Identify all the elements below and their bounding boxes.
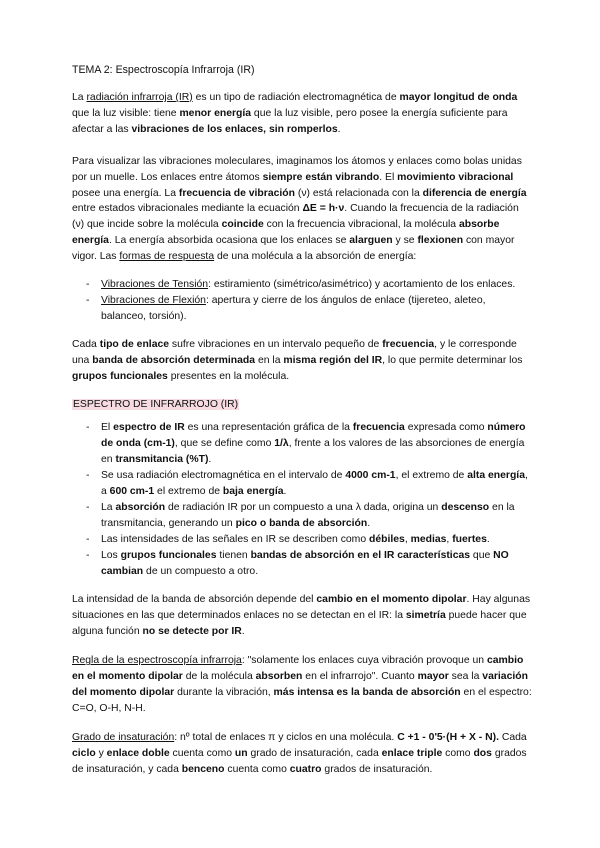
- text: posee una energía. La: [72, 187, 179, 199]
- text: durante la vibración,: [174, 687, 274, 698]
- section-heading: [72, 397, 532, 413]
- text: grados de insaturación.: [321, 763, 433, 775]
- text: con la frecuencia vibracional, la molécula: [263, 219, 459, 231]
- text: , a: [101, 470, 528, 498]
- list-item: [72, 500, 532, 532]
- bold-formula: C +1 - 0'5·(H + X - N).: [397, 731, 499, 743]
- text: : apertura y cierre de los ángulos de enlace (tijereteo, aleteo, balanceo, torsión).: [101, 294, 486, 322]
- underlined-term: Vibraciones de Tensión: [101, 279, 209, 291]
- text: puede hacer que alguna función: [72, 610, 527, 638]
- spectrum-list: [72, 420, 532, 579]
- underlined-term: Vibraciones de Flexión: [101, 294, 206, 306]
- text: de una molécula a la absorción de energía:: [214, 251, 417, 263]
- unsaturation-paragraph: [72, 730, 532, 778]
- bold-term: enlace doble: [106, 747, 170, 759]
- bold-term: 600 cm-1: [109, 486, 155, 498]
- underlined-term: Grado de insaturación: [72, 731, 175, 743]
- bond-type-paragraph: [72, 337, 532, 385]
- bold-term: número de onda (cm-1): [101, 422, 526, 450]
- text: ,: [446, 533, 453, 545]
- bold-term: diferencia de energía: [422, 187, 527, 199]
- text: El: [101, 422, 114, 434]
- bold-term: no se detecte por IR: [142, 626, 242, 638]
- text: : estiramiento (simétrico/asimétrico) y acortamiento de los enlaces.: [208, 279, 516, 291]
- text: grado de insaturación, cada: [247, 747, 382, 759]
- text: Las intensidades de las señales en IR se describen como: [101, 533, 370, 545]
- vibrations-paragraph: [72, 154, 532, 265]
- text: , y le corresponde una: [72, 338, 517, 366]
- list-item: [72, 468, 532, 500]
- text: , frente a los valores de las absorciones de energía en: [101, 438, 525, 466]
- text: que: [470, 549, 494, 561]
- bold-term: 4000 cm-1: [345, 470, 396, 482]
- text: expresada como: [404, 422, 488, 434]
- bold-term: un: [234, 747, 248, 759]
- text: cuenta como: [169, 747, 235, 759]
- bold-term: baja energía: [222, 486, 284, 498]
- bold-term: alta energía: [467, 470, 525, 482]
- bold-term: tipo de enlace: [99, 338, 170, 350]
- list-item: [72, 532, 532, 548]
- text: .: [486, 533, 490, 545]
- text: : "solamente los enlaces cuya vibración provoque un: [241, 655, 487, 667]
- bold-term: frecuencia: [352, 422, 405, 434]
- text: de radiación IR por un compuesto a una λ dada, origina un: [165, 501, 442, 513]
- text: sufre vibraciones en un intervalo pequeño de: [169, 338, 383, 350]
- text: en el espectro: C=O, O-H, N-H.: [72, 687, 532, 714]
- text: Para visualizar las vibraciones moleculares, imaginamos los átomos y enlaces como bolas unidas por un muelle. Los enlaces entre átomos: [72, 155, 522, 183]
- bold-term: frecuencia de vibración: [178, 187, 295, 199]
- bold-term: variación del momento dipolar: [72, 671, 528, 698]
- intro-paragraph: [72, 90, 532, 138]
- bold-term: fuertes: [452, 533, 487, 545]
- bold-term: simetría: [405, 610, 446, 622]
- vibration-types-list: [72, 277, 532, 325]
- bold-term: banda de absorción determinada: [92, 354, 256, 366]
- text: en la: [255, 354, 284, 366]
- text: , lo que permite determinar los: [382, 354, 523, 366]
- text: presentes en la molécula.: [167, 370, 290, 382]
- text: en el infrarrojo". Cuanto: [302, 671, 418, 683]
- bold-term: 1/λ: [274, 438, 289, 450]
- text: cuenta como: [224, 763, 290, 775]
- bold-term: absorbe energía: [72, 219, 500, 247]
- list-item: [72, 293, 532, 325]
- text: .: [367, 517, 371, 529]
- text: . La energía absorbida ocasiona que los enlaces se: [108, 235, 350, 247]
- text: . Hay algunas situaciones en las que determinados enlaces no se detectan en el IR: la: [72, 594, 531, 622]
- text: : nº total de enlaces π y ciclos en una molécula.: [174, 731, 398, 743]
- bold-term: coincide: [221, 219, 264, 231]
- bold-term: débiles: [369, 533, 405, 545]
- text: es un tipo de radiación electromagnética de: [192, 92, 400, 103]
- text: .: [337, 123, 341, 135]
- text: que la luz visible, pero posee la energía suficiente para afectar a las: [72, 107, 508, 135]
- bold-term: vibraciones de los enlaces, sin romperlos: [131, 123, 338, 135]
- text: en la transmitancia, generando un: [101, 501, 515, 529]
- list-item: [72, 277, 532, 293]
- bold-term: benceno: [181, 763, 225, 775]
- bold-term: medias: [410, 533, 447, 545]
- intensity-paragraph: [72, 592, 532, 640]
- list-item: [72, 548, 532, 580]
- underlined-term: radiación infrarroja (IR): [86, 92, 193, 103]
- bold-term: movimiento vibracional: [397, 171, 514, 183]
- text: con mayor vigor. Las: [72, 235, 515, 263]
- bold-term: misma región del IR: [283, 354, 383, 366]
- underlined-term: formas de respuesta: [119, 251, 215, 263]
- bold-term: espectro de IR: [113, 422, 185, 434]
- text: grados de insaturación, y cada: [72, 747, 527, 775]
- bold-term: bandas de absorción en el IR características: [250, 549, 471, 561]
- bold-term: dos: [473, 747, 492, 759]
- bold-term: mayor: [417, 671, 449, 683]
- text: .: [241, 626, 245, 638]
- text: . El: [379, 171, 398, 183]
- bold-term: enlace triple: [381, 747, 443, 759]
- text: La: [101, 501, 116, 513]
- text: Cada: [72, 338, 100, 350]
- bold-term: cambio en el momento dipolar: [316, 594, 467, 606]
- bold-term: alarguen: [349, 235, 393, 247]
- bold-term: NO cambian: [101, 549, 509, 577]
- text: .: [208, 454, 212, 466]
- text: de la molécula: [182, 671, 256, 683]
- highlighted-heading: ESPECTRO DE INFRARROJO (IR): [73, 398, 239, 410]
- text: , el extremo de: [395, 470, 468, 482]
- bold-term: ΔE = h·ν: [302, 203, 345, 215]
- text: Se usa radiación electromagnética en el intervalo de: [101, 470, 346, 482]
- bold-term: descenso: [441, 501, 490, 513]
- bold-term: absorción: [115, 501, 166, 513]
- bold-term: absorben: [255, 671, 303, 683]
- text: Cada: [498, 731, 527, 743]
- text: es una representación gráfica de la: [184, 422, 353, 434]
- text: (ν) está relacionada con la: [294, 187, 423, 199]
- bold-term: grupos funcionales: [72, 370, 168, 382]
- underlined-term: Regla de la espectroscopía infrarroja: [72, 655, 242, 667]
- text: de un compuesto a otro.: [143, 565, 259, 577]
- bold-term: menor energía: [179, 107, 252, 119]
- ir-rule-paragraph: [72, 653, 532, 717]
- text: sea la: [448, 671, 483, 683]
- bold-term: mayor longitud de onda: [399, 92, 518, 103]
- bold-term: transmitancia (%T): [115, 454, 209, 466]
- text: el extremo de: [154, 486, 223, 498]
- document-page: [72, 62, 532, 778]
- bold-term: ciclo: [72, 747, 96, 759]
- text: . Cuando la frecuencia de la radiación (ν) que incide sobre la molécula: [72, 203, 519, 231]
- text: tienen: [216, 549, 251, 561]
- list-item: [72, 420, 532, 468]
- bold-term: más intensa es la banda de absorción: [273, 687, 461, 698]
- bold-term: cuatro: [289, 763, 322, 775]
- text: .: [283, 486, 287, 498]
- text: La intensidad de la banda de absorción depende del: [72, 594, 317, 606]
- text: , que se define como: [174, 438, 275, 450]
- text: y se: [392, 235, 418, 247]
- document-title: TEMA 2: Espectroscopía Infrarroja (IR): [72, 64, 255, 76]
- text: La: [72, 92, 87, 103]
- text: como: [442, 747, 474, 759]
- text: y: [95, 747, 107, 759]
- bold-term: pico o banda de absorción: [235, 517, 368, 529]
- text: entre estados vibracionales mediante la ecuación: [72, 203, 303, 215]
- bold-term: grupos funcionales: [120, 549, 217, 561]
- text: Los: [101, 549, 121, 561]
- text: que la luz visible: tiene: [72, 107, 180, 119]
- bold-term: flexionen: [417, 235, 464, 247]
- bold-term: frecuencia: [382, 338, 435, 350]
- text: ,: [404, 533, 411, 545]
- bold-term: cambio en el momento dipolar: [72, 655, 524, 683]
- bold-term: siempre están vibrando: [262, 171, 380, 183]
